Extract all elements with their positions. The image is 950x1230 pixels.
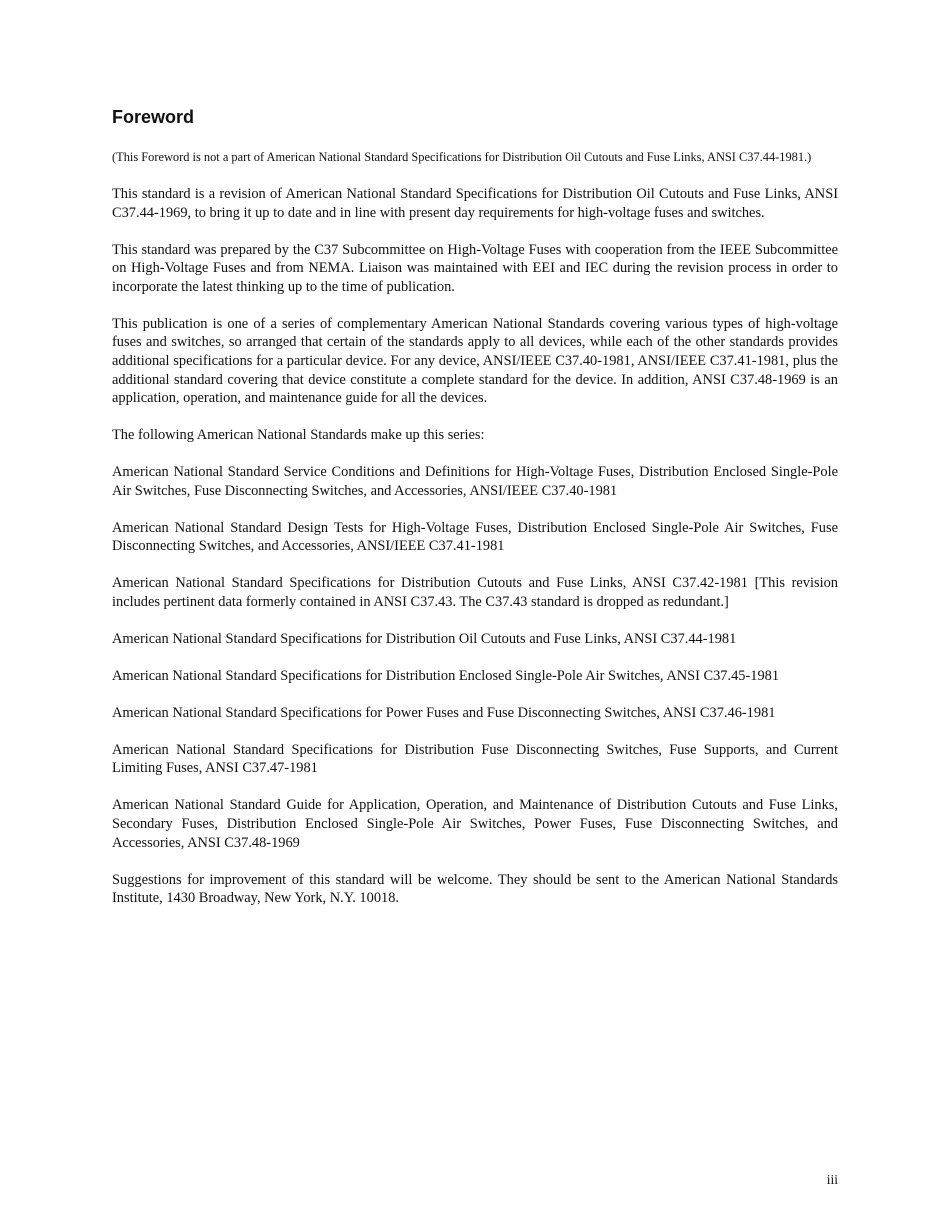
list-item: American National Standard Design Tests for High-Voltage Fuses, Distribution Enclosed Single-Pole Air Switches, Fuse Disconnecting Switches, and Accessories, ANSI/IEEE C37.41-1981	[112, 519, 838, 555]
list-item: American National Standard Service Conditions and Definitions for High-Voltage Fuses, Distribution Enclosed Single-Pole Air Switches, Fuse Disconnecting Switches, and Accessories, ANSI/IEEE C37.40-1981	[112, 464, 838, 499]
list-item: American National Standard Specifications for Power Fuses and Fuse Disconnecting Switches, ANSI C37.46-1981	[112, 704, 776, 721]
list-item: American National Standard Specifications for Distribution Fuse Disconnecting Switches, Fuse Supports, and Current Limiting Fuses, ANSI C37.47-1981	[112, 741, 838, 777]
list-item: American National Standard Guide for Application, Operation, and Maintenance of Distribution Cutouts and Fuse Links, Secondary Fuses, Distribution Enclosed Single-Pole Air Switches, Power Fuses, Fuse Disconnecting Switches, and Accessories, ANSI C37.48-1969	[112, 797, 838, 851]
paragraph-list-intro: The following American National Standards make up this series:	[112, 427, 485, 444]
list-item: American National Standard Specifications for Distribution Oil Cutouts and Fuse Links, ANSI C37.44-1981	[112, 630, 737, 647]
paragraph-revision: This standard is a revision of American National Standard Specifications for Distribution Oil Cutouts and Fuse Links, ANSI C37.44-1969, to bring it up to date and in line with present day requirements for high-voltage fuses and switches.	[112, 186, 838, 221]
paragraph-preparation: This standard was prepared by the C37 Subcommittee on High-Voltage Fuses with cooperation from the IEEE Subcommittee on High-Voltage Fuses and from NEMA. Liaison was maintained with EEI and IEC during the revision process in order to incorporate the latest thinking up to the time of publication.	[112, 241, 838, 295]
page-title: Foreword	[112, 107, 195, 127]
paragraph-suggestions: Suggestions for improvement of this standard will be welcome. They should be sent to the American National Standards Institute, 1430 Broadway, New York, N.Y. 10018.	[112, 871, 838, 907]
foreword-note: (This Foreword is not a part of American National Standard Specifications for Distribution Oil Cutouts and Fuse Links, ANSI C37.44-1981.)	[112, 150, 812, 164]
paragraph-series: This publication is one of a series of complementary American National Standards covering various types of high-voltage fuses and switches, so arranged that certain of the standards apply to all devices, while each of the other standards provides additional specifications for a particular device. For any device, ANSI/IEEE C37.40-1981, ANSI/IEEE C37.41-1981, plus the additional standard covering that device constitute a complete standard for the device. In addition, ANSI C37.48-1969 is an application, operation, and maintenance guide for all the devices.	[112, 315, 838, 407]
page-number: iii	[826, 1172, 838, 1187]
standards-list	[112, 463, 838, 852]
list-item: American National Standard Specifications for Distribution Cutouts and Fuse Links, ANSI C37.42-1981 [This revision includes pertinent data formerly contained in ANSI C37.43. The C37.43 standard is dropped as redundant.]	[112, 575, 838, 610]
list-item: American National Standard Specifications for Distribution Enclosed Single-Pole Air Switches, ANSI C37.45-1981	[112, 667, 780, 684]
document-page	[112, 105, 838, 926]
